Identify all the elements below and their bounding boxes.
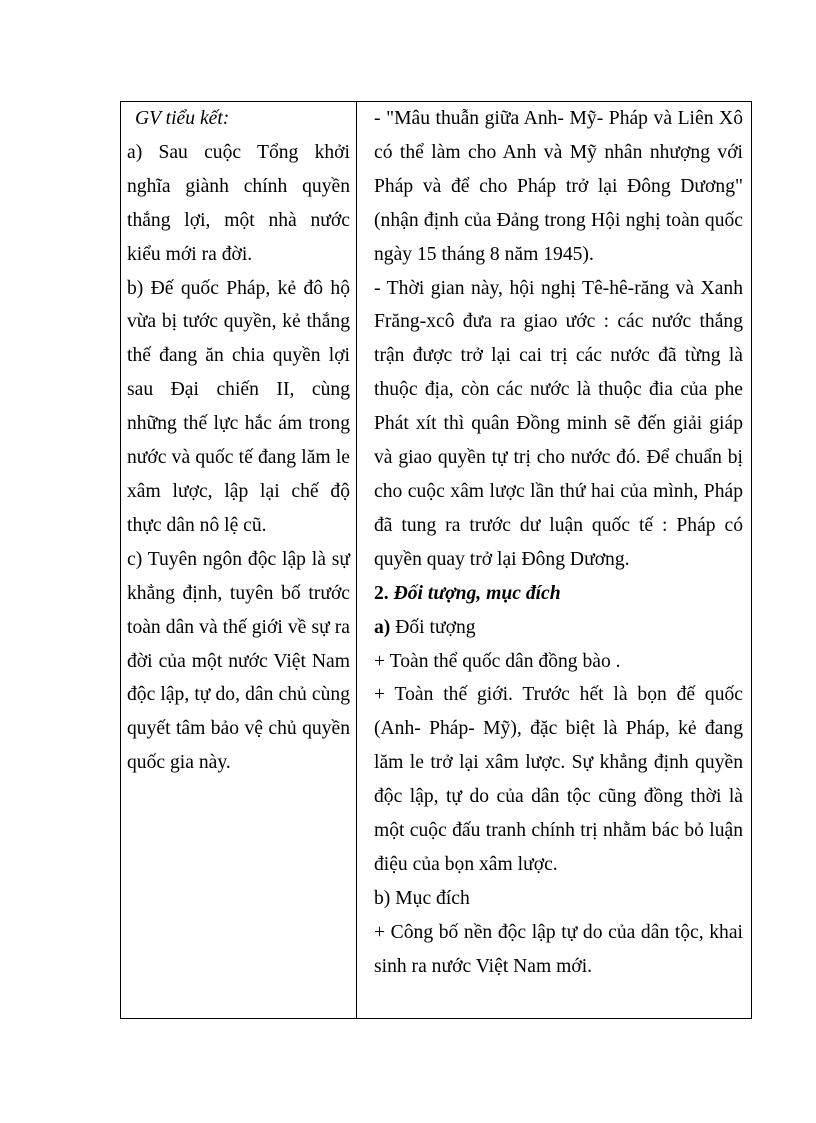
- subsection-a: [364, 611, 743, 645]
- section-title: Đối tượng, mục đích: [393, 582, 561, 604]
- subsection-a-label: a): [374, 616, 391, 638]
- summary-point-c: c) Tuyên ngôn độc lập là sự khẳng định, tuyên bố trước toàn dân và thế giới về sự ra đời của một nước Việt Nam độc lập, tự do, dân chủ cùng quyết tâm bảo vệ chủ quyền quốc gia này.: [127, 548, 350, 774]
- subsection-b: b) Mục đích: [374, 887, 470, 909]
- audience-item-world: + Toàn thế giới. Trước hết là bọn đế quốc (Anh- Pháp- Mỹ), đặc biệt là Pháp, kẻ đang lăm le trở lại xâm lược. Sự khẳng định quyền độc lập, tự do của dân tộc cũng đồng thời là một cuộc đấu tranh chính trị nhằm bác bỏ luận điệu của bọn xâm lược.: [374, 684, 743, 875]
- content-table: [120, 101, 752, 1019]
- purpose-item: + Công bố nền độc lập tự do của dân tộc, khai sinh ra nước Việt Nam mới.: [374, 921, 743, 977]
- party-quote-paragraph: - "Mâu thuẫn giữa Anh- Mỹ- Pháp và Liên Xô có thể làm cho Anh và Mỹ nhân nhượng với Pháp và để cho Pháp trở lại Đông Dương" (nhận định của Đảng trong Hội nghị toàn quốc ngày 15 tháng 8 năm 1945).: [374, 108, 743, 265]
- context-paragraph: - Thời gian này, hội nghị Tê-hê-răng và Xanh Frăng-xcô đưa ra giao ước : các nước thắng trận được trở lại cai trị các nước đã từng là thuộc địa, còn các nước là thuộc đia của phe Phát xít thì quân Đồng minh sẽ đến giải giáp và giao quyền tự trị cho nước đó. Để chuẩn bị cho cuộc xâm lược lần thứ hai của mình, Pháp đã tung ra trước dư luận quốc tế : Pháp có quyền quay trở lại Đông Dương.: [374, 277, 743, 570]
- right-column: [357, 102, 751, 1018]
- section-number: 2.: [374, 582, 389, 604]
- summary-title: GV tiểu kết:: [135, 108, 230, 129]
- summary-point-a: a) Sau cuộc Tổng khởi nghĩa giành chính quyền thắng lợi, một nhà nước kiểu mới ra đời.: [127, 141, 350, 265]
- subsection-a-text: Đối tượng: [395, 616, 476, 638]
- summary-point-b: b) Đế quốc Pháp, kẻ đô hộ vừa bị tước quyền, kẻ thắng thế đang ăn chia quyền lợi sau Đại chiến II, cùng những thế lực hắc ám trong nước và quốc tế đang lăm le xâm lược, lập lại chế độ thực dân nô lệ cũ.: [127, 277, 350, 536]
- section-heading: [364, 577, 743, 611]
- left-column: [121, 102, 357, 1018]
- audience-item-nation: + Toàn thể quốc dân đồng bào .: [374, 650, 621, 672]
